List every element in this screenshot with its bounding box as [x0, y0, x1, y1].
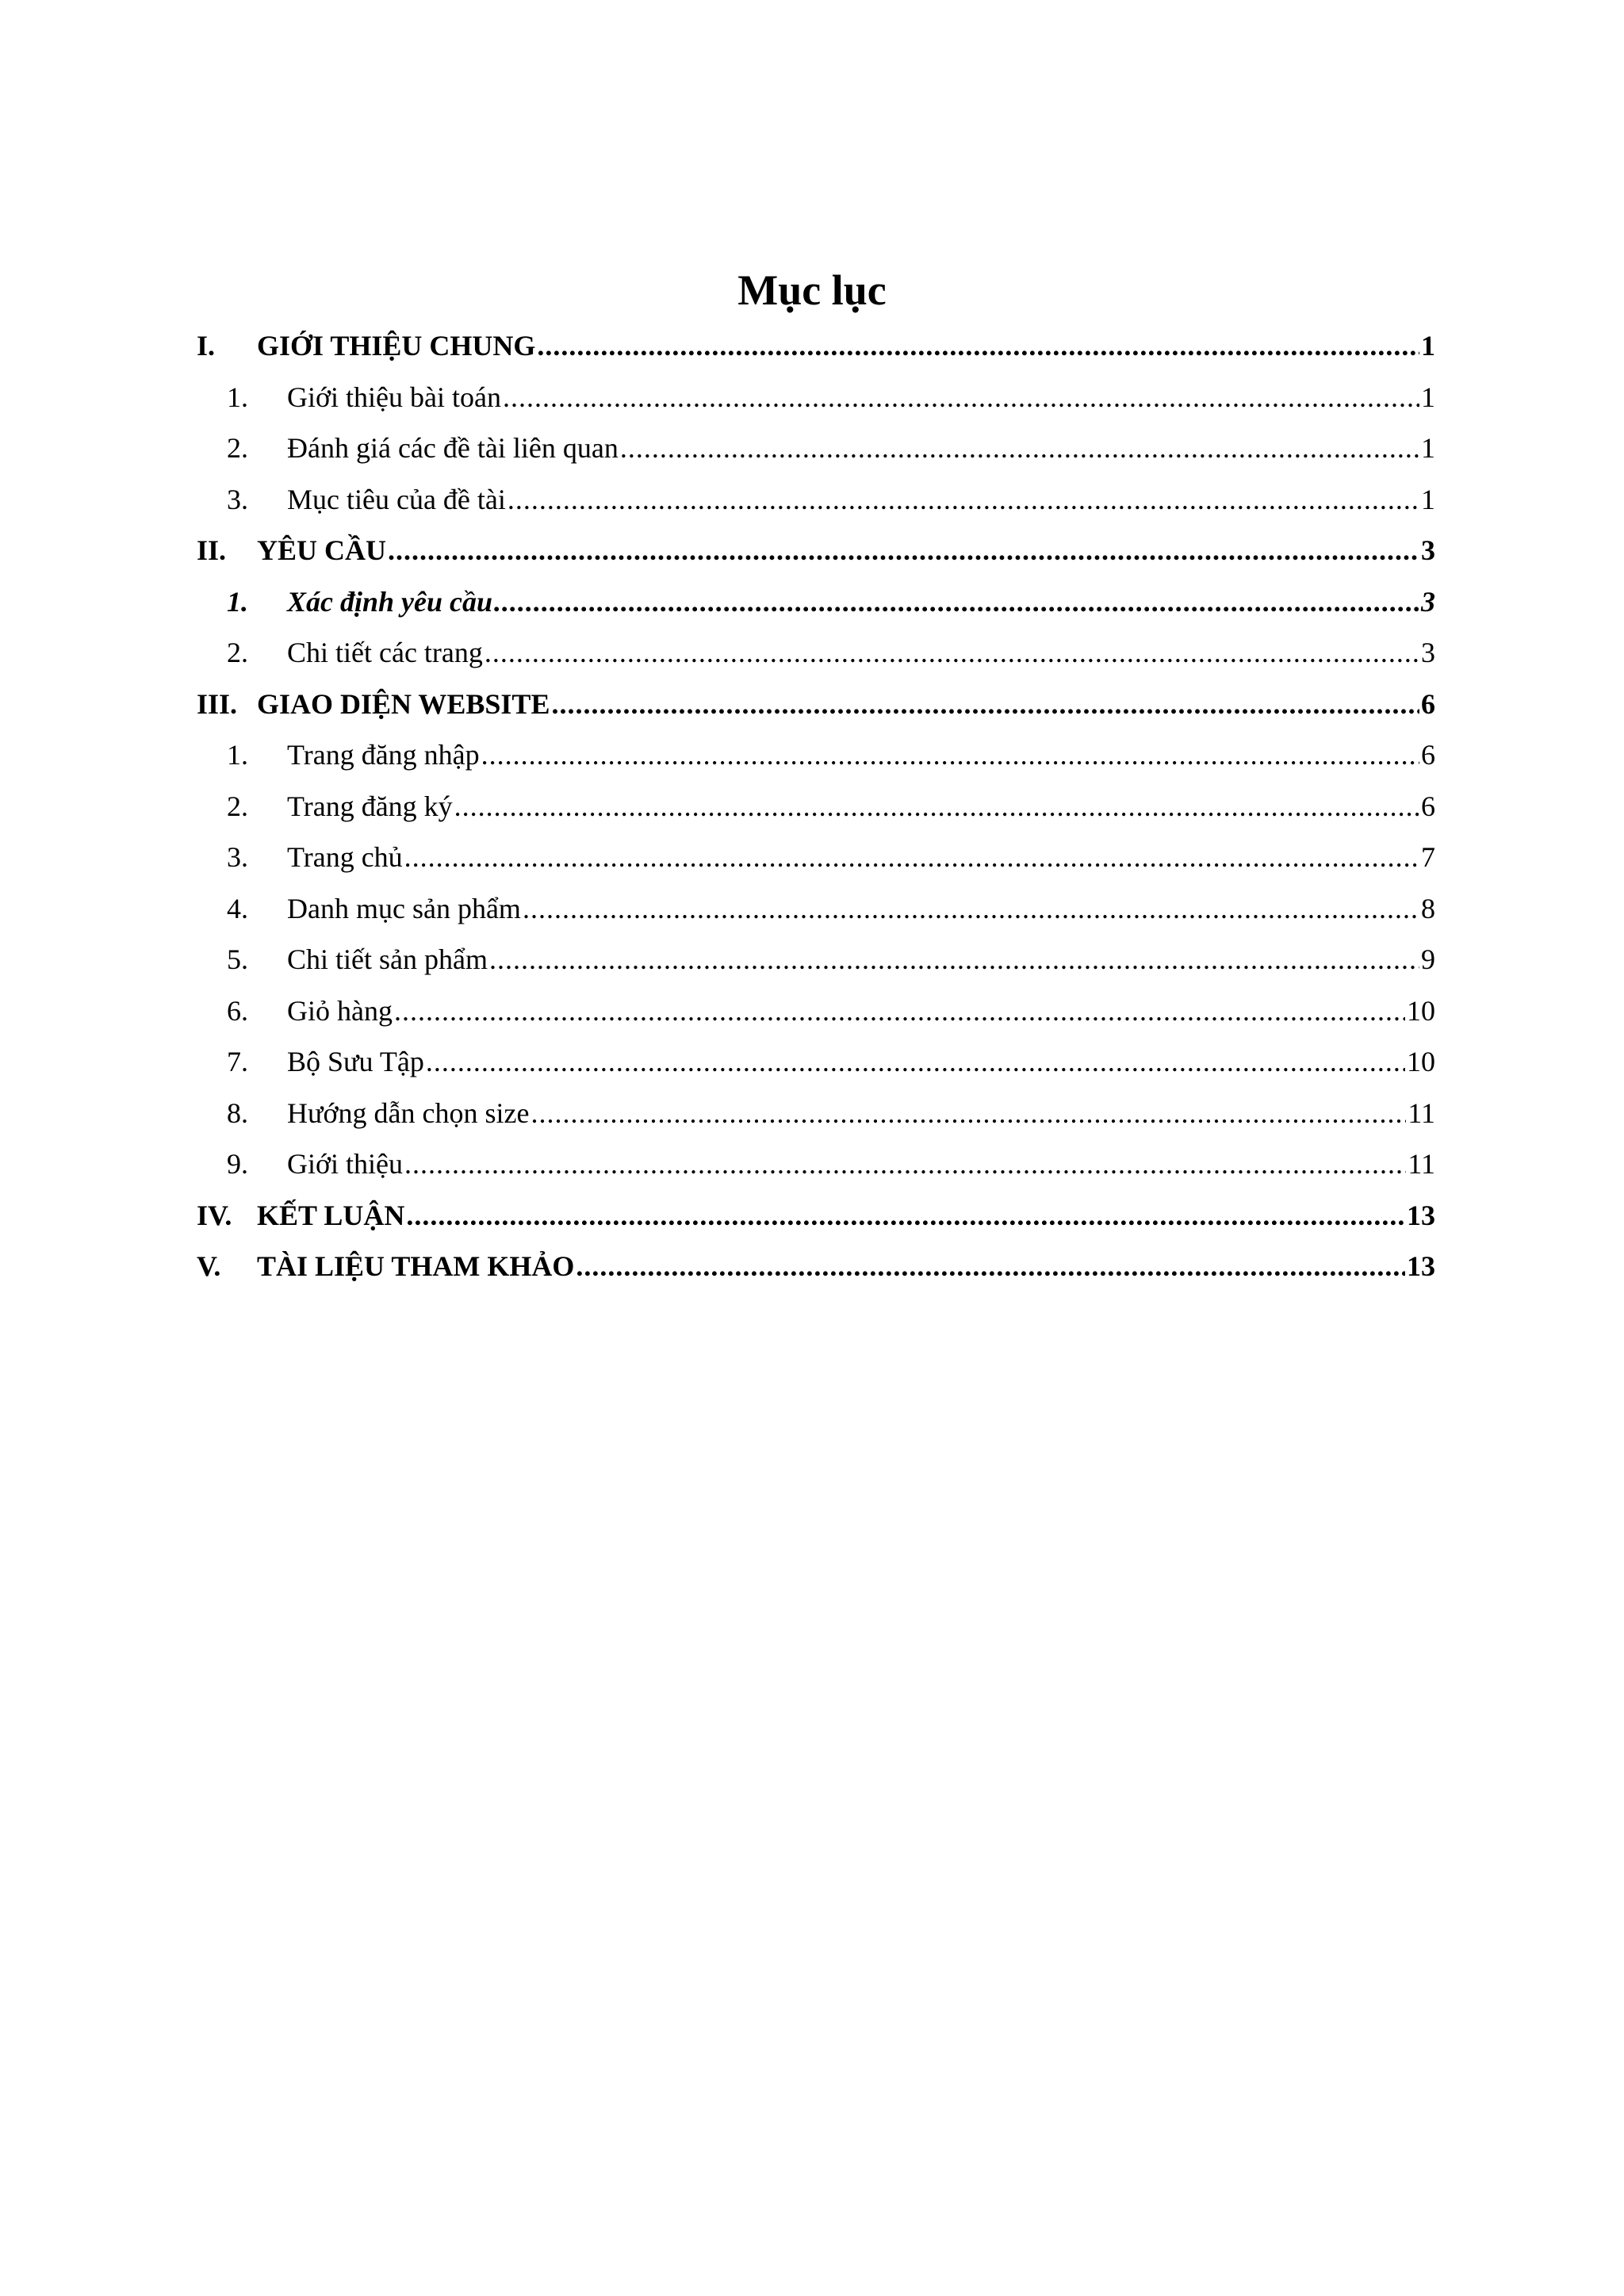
toc-entry-number: IV.: [197, 1199, 232, 1231]
toc-entry-label: GIAO DIỆN WEBSITE: [257, 687, 550, 720]
toc-entry-number: 8.: [227, 1096, 248, 1129]
toc-entry-label: Giỏ hàng: [287, 994, 393, 1027]
toc-entry-label: Giới thiệu bài toán: [287, 381, 501, 413]
toc-entry-page: 1: [1421, 483, 1435, 515]
toc-entry[interactable]: [197, 883, 1435, 935]
toc-entry-page: 6: [1421, 739, 1435, 771]
toc-entry[interactable]: [197, 423, 1435, 474]
toc-entry-number: II.: [197, 534, 227, 566]
toc-entry-page: 1: [1421, 381, 1435, 413]
toc-entry-number: 1.: [227, 585, 248, 618]
toc-leader-dots: [576, 1241, 1405, 1292]
toc-leader-dots: [530, 1088, 1406, 1138]
toc-entry[interactable]: [197, 985, 1435, 1037]
toc-entry-label: Trang đăng ký: [287, 790, 453, 822]
toc-entry-number: 4.: [227, 892, 248, 924]
toc-entry-label: Đánh giá các đề tài liên quan: [287, 432, 619, 464]
toc-leader-dots: [388, 525, 1419, 576]
toc-entry-label: Danh mục sản phẩm: [287, 892, 521, 924]
toc-title: Mục lục: [737, 266, 887, 314]
toc-entry-label: Trang đăng nhập: [287, 739, 480, 771]
toc-entry-page: 8: [1421, 892, 1435, 924]
toc-entry-page: 7: [1421, 841, 1435, 873]
toc-entry-label: Bộ Sưu Tập: [287, 1046, 424, 1077]
toc-entry-number: III.: [197, 687, 238, 720]
toc-entry-label: TÀI LIỆU THAM KHẢO: [257, 1250, 575, 1282]
toc-entry-page: 1: [1421, 432, 1435, 464]
toc-entry-label: Trang chủ: [287, 841, 403, 873]
toc-entry-label: Hướng dẫn chọn size: [287, 1096, 530, 1129]
toc-entry-number: 9.: [227, 1148, 248, 1180]
toc-entry-number: 1.: [227, 381, 248, 413]
toc-entry[interactable]: [197, 1088, 1435, 1139]
toc-leader-dots: [394, 985, 1405, 1036]
toc-entry-label: KẾT LUẬN: [257, 1199, 405, 1231]
toc-leader-dots: [489, 934, 1419, 985]
toc-entry-label: Giới thiệu: [287, 1148, 404, 1180]
toc-entry-number: V.: [197, 1250, 221, 1282]
toc-entry[interactable]: [197, 1241, 1435, 1292]
toc-entry-number: 1.: [227, 739, 248, 771]
toc-leader-dots: [551, 679, 1419, 729]
toc-leader-dots: [620, 423, 1419, 473]
toc-entry-page: 9: [1421, 943, 1435, 975]
toc-entry[interactable]: [197, 576, 1435, 628]
table-of-contents: [197, 320, 1435, 1292]
toc-entry[interactable]: [197, 474, 1435, 526]
toc-entry[interactable]: [197, 832, 1435, 883]
toc-entry-label: GIỚI THIỆU CHUNG: [257, 330, 536, 362]
toc-entry-number: 2.: [227, 790, 248, 822]
toc-entry[interactable]: [197, 1138, 1435, 1190]
toc-leader-dots: [481, 729, 1419, 780]
toc-entry-label: Xác định yêu cầu: [287, 585, 493, 618]
toc-entry[interactable]: [197, 729, 1435, 781]
toc-entry-label: Mục tiêu của đề tài: [287, 483, 506, 515]
toc-entry-page: 10: [1407, 994, 1435, 1027]
toc-entry[interactable]: [197, 372, 1435, 423]
toc-entry[interactable]: [197, 934, 1435, 985]
toc-entry-page: 1: [1421, 330, 1435, 362]
toc-leader-dots: [503, 372, 1419, 423]
toc-entry[interactable]: [197, 1036, 1435, 1088]
toc-leader-dots: [454, 781, 1419, 832]
toc-entry-page: 10: [1407, 1046, 1435, 1077]
toc-entry-number: I.: [197, 330, 216, 362]
toc-leader-dots: [508, 474, 1419, 525]
toc-entry-page: 6: [1421, 790, 1435, 822]
toc-entry-number: 3.: [227, 841, 248, 873]
toc-leader-dots: [537, 320, 1419, 371]
toc-entry[interactable]: [197, 627, 1435, 679]
toc-leader-dots: [404, 832, 1419, 882]
toc-entry[interactable]: [197, 320, 1435, 372]
toc-entry[interactable]: [197, 1190, 1435, 1242]
toc-leader-dots: [485, 627, 1419, 678]
toc-entry-number: 7.: [227, 1046, 248, 1077]
toc-entry-page: 13: [1407, 1199, 1435, 1231]
toc-leader-dots: [426, 1036, 1405, 1087]
toc-entry-number: 3.: [227, 483, 248, 515]
toc-leader-dots: [404, 1138, 1406, 1189]
toc-entry-page: 11: [1408, 1148, 1435, 1180]
toc-entry-page: 11: [1408, 1096, 1435, 1129]
toc-entry-label: Chi tiết sản phẩm: [287, 943, 488, 975]
toc-leader-dots: [406, 1190, 1405, 1241]
toc-leader-dots: [523, 883, 1419, 934]
toc-leader-dots: [494, 576, 1419, 627]
toc-entry-page: 3: [1421, 637, 1435, 668]
toc-entry-number: 2.: [227, 637, 248, 668]
toc-entry-number: 6.: [227, 994, 248, 1027]
toc-entry-page: 3: [1421, 534, 1435, 566]
toc-entry-label: Chi tiết các trang: [287, 637, 483, 668]
toc-entry-label: YÊU CẦU: [257, 534, 387, 566]
toc-entry-number: 2.: [227, 432, 248, 464]
toc-entry-page: 6: [1421, 687, 1435, 720]
toc-entry[interactable]: [197, 781, 1435, 832]
toc-entry-number: 5.: [227, 943, 248, 975]
toc-entry-page: 3: [1421, 585, 1435, 618]
toc-entry[interactable]: [197, 679, 1435, 730]
toc-entry-page: 13: [1407, 1250, 1435, 1282]
toc-entry[interactable]: [197, 525, 1435, 576]
